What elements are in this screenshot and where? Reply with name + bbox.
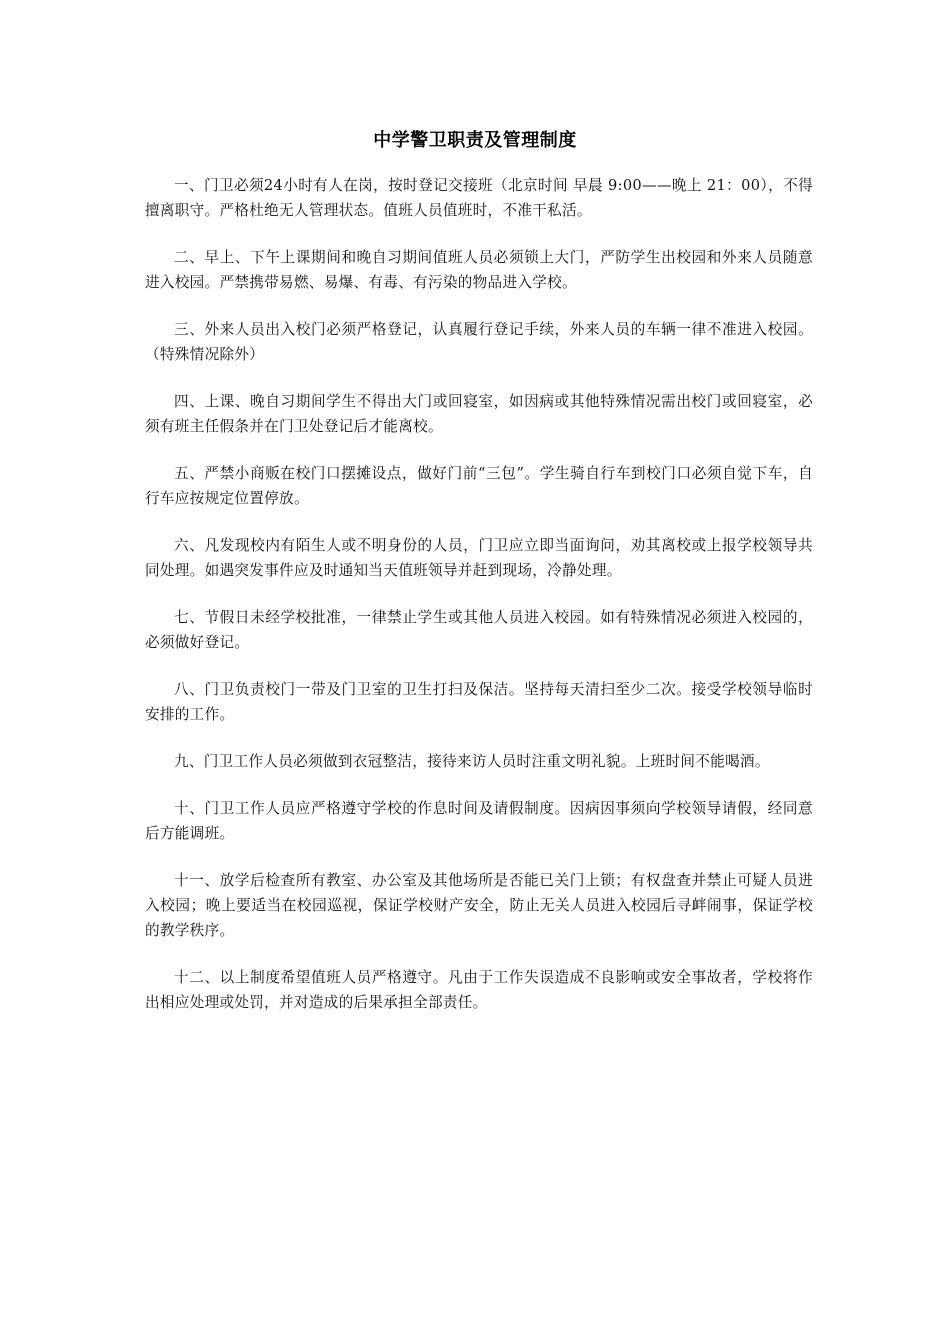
paragraph-4: 四、上课、晚自习期间学生不得出大门或回寝室，如因病或其他特殊情况需出校门或回寝室，必须有班主任假条并在门卫处登记后才能离校。 (145, 393, 813, 435)
document-title: 中学警卫职责及管理制度 (373, 130, 577, 151)
paragraph-6: 六、凡发现校内有陌生人或不明身份的人员，门卫应立即当面询问，劝其离校或上报学校领导共同处理。如遇突发事件应及时通知当天值班领导并赶到现场，冷静处理。 (145, 537, 813, 579)
document-body (145, 173, 813, 1037)
paragraph-10: 十、门卫工作人员应严格遵守学校的作息时间及请假制度。因病因事须向学校领导请假，经同意后方能调班。 (145, 800, 813, 842)
paragraph-5: 五、严禁小商贩在校门口摆摊设点，做好门前“三包”。学生骑自行车到校门口必须自觉下车，自行车应按规定位置停放。 (145, 465, 813, 507)
paragraph-11: 十一、放学后检查所有教室、办公室及其他场所是否能已关门上锁；有权盘查并禁止可疑人员进入校园；晚上要适当在校园巡视，保证学校财产安全，防止无关人员进入校园后寻衅闹事，保证学校的教学秩序。 (145, 872, 813, 939)
paragraph-7: 七、节假日未经学校批准，一律禁止学生或其他人员进入校园。如有特殊情况必须进入校园的，必须做好登记。 (145, 609, 813, 651)
paragraph-1: 一、门卫必须24小时有人在岗，按时登记交接班（北京时间 早晨 9:00——晚上 21：00），不得擅离职守。严格杜绝无人管理状态。值班人员值班时，不准干私活。 (145, 177, 813, 219)
paragraph-8: 八、门卫负责校门一带及门卫室的卫生打扫及保洁。坚持每天清扫至少二次。接受学校领导临时安排的工作。 (145, 681, 813, 723)
paragraph-3: 三、外来人员出入校门必须严格登记，认真履行登记手续，外来人员的车辆一律不准进入校园。（特殊情况除外） (145, 321, 813, 363)
paragraph-2: 二、早上、下午上课期间和晚自习期间值班人员必须锁上大门，严防学生出校园和外来人员随意进入校园。严禁携带易燃、易爆、有毒、有污染的物品进入学校。 (145, 249, 813, 291)
paragraph-12: 十二、以上制度希望值班人员严格遵守。凡由于工作失误造成不良影响或安全事故者，学校将作出相应处理或处罚，并对造成的后果承担全部责任。 (145, 969, 813, 1011)
paragraph-9: 九、门卫工作人员必须做到衣冠整洁，接待来访人员时注重文明礼貌。上班时间不能喝酒。 (174, 753, 770, 770)
